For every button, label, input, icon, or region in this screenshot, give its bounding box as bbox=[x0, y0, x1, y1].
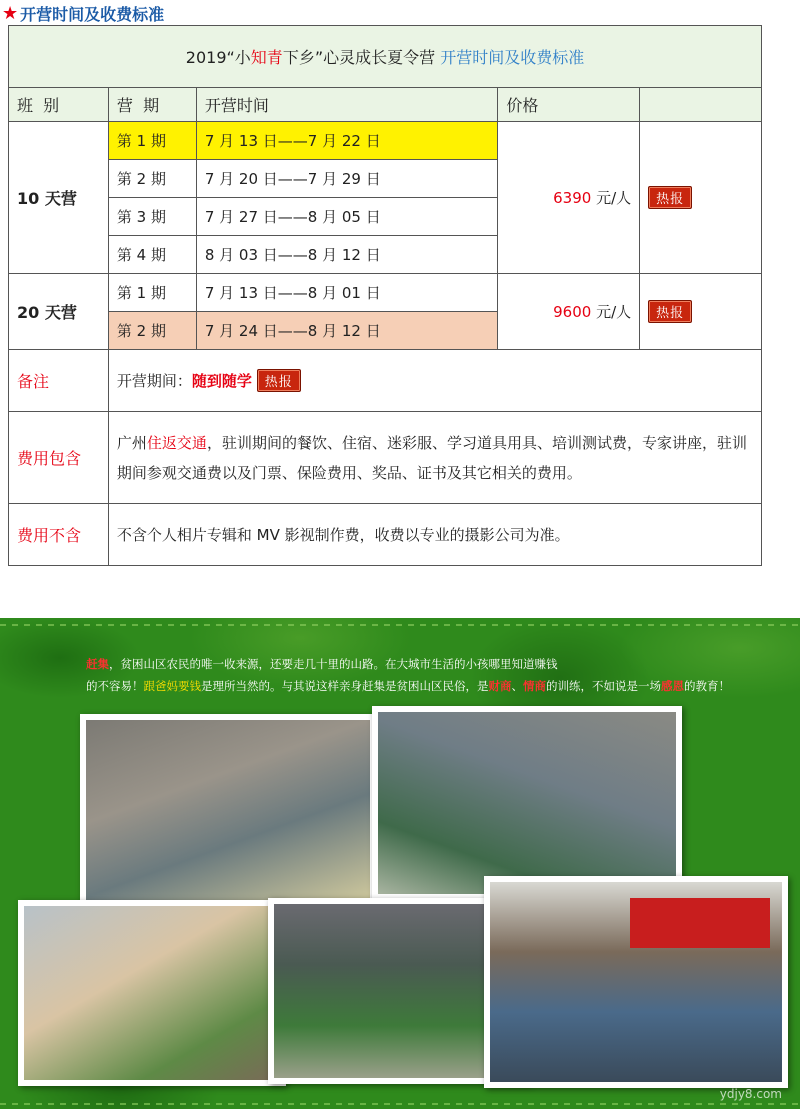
table-header-row bbox=[9, 88, 762, 122]
star-icon: ★ bbox=[2, 2, 19, 24]
notes-text: 开营期间：随到随学 热报 bbox=[108, 350, 761, 412]
caption-segment: 的不容易！ bbox=[86, 679, 144, 693]
notes-label: 备注 bbox=[9, 350, 109, 412]
session-period: 第 1 期 bbox=[108, 122, 196, 160]
fee-table bbox=[8, 25, 762, 566]
hot-badge-button[interactable]: 热报 bbox=[648, 300, 692, 323]
caption-segment: 是理所当然的。与其说这样亲身赶集是贫困山区民俗，是 bbox=[201, 679, 489, 693]
hot-cell bbox=[640, 274, 762, 350]
session-dates: 7 月 13 日——8 月 01 日 bbox=[196, 274, 497, 312]
hot-badge-button[interactable]: 热报 bbox=[257, 369, 301, 392]
caption-segment: 的教育！ bbox=[684, 679, 730, 693]
header-dates: 开营时间 bbox=[196, 88, 497, 122]
panel-divider bbox=[0, 1103, 800, 1105]
includes-text: 广州住返交通，驻训期间的餐饮、住宿、迷彩服、学习道具用具、培训测试费，专家讲座，驻训期间参观交通费以及门票、保险费用、奖品、证书及其它相关的费用。 bbox=[108, 412, 761, 504]
section-title bbox=[2, 1, 164, 25]
caption-segment: 赶集 bbox=[86, 657, 109, 671]
table-title: 2019“小知青下乡”心灵成长夏令营 开营时间及收费标准 bbox=[9, 26, 762, 88]
caption-segment: 、 bbox=[511, 679, 523, 693]
caption-segment: 跟爸妈要钱 bbox=[143, 679, 201, 693]
excludes-text: 不含个人相片专辑和 MV 影视制作费，收费以专业的摄影公司为准。 bbox=[108, 504, 761, 566]
caption-segment: 情商 bbox=[523, 679, 546, 693]
caption-line-2 bbox=[86, 678, 730, 694]
shop-sign bbox=[630, 898, 770, 948]
session-dates: 7 月 13 日——7 月 22 日 bbox=[196, 122, 497, 160]
photo-vegetable-seller bbox=[372, 706, 682, 900]
session-dates: 7 月 20 日——7 月 29 日 bbox=[196, 160, 497, 198]
header-blank bbox=[640, 88, 762, 122]
caption-segment: 财商 bbox=[488, 679, 512, 693]
watermark: ydjy8.com bbox=[719, 1087, 782, 1101]
hot-cell bbox=[640, 122, 762, 274]
photo-shop-front bbox=[484, 876, 788, 1088]
photo-market-kids bbox=[80, 714, 376, 918]
session-dates: 7 月 27 日——8 月 05 日 bbox=[196, 198, 497, 236]
camp-price: 9600 元/人 bbox=[498, 274, 640, 350]
table-row bbox=[9, 122, 762, 160]
excludes-row bbox=[9, 504, 762, 566]
session-period: 第 1 期 bbox=[108, 274, 196, 312]
includes-label: 费用包含 bbox=[9, 412, 109, 504]
panel-divider bbox=[0, 624, 800, 626]
header-class: 班 别 bbox=[9, 88, 109, 122]
caption-segment: ，贫困山区农民的唯一收来源，还要走几十里的山路。在大城市生活的小孩哪里知道赚钱 bbox=[109, 657, 558, 671]
session-period: 第 3 期 bbox=[108, 198, 196, 236]
caption-segment: 的训练，不如说是一场 bbox=[546, 679, 661, 693]
header-period: 营 期 bbox=[108, 88, 196, 122]
camp-price: 6390 元/人 bbox=[498, 122, 640, 274]
caption-line-1 bbox=[86, 656, 558, 672]
photo-street-market bbox=[18, 900, 286, 1086]
session-period: 第 2 期 bbox=[108, 160, 196, 198]
section-title-text: 开营时间及收费标准 bbox=[20, 4, 165, 24]
excludes-label: 费用不含 bbox=[9, 504, 109, 566]
includes-row bbox=[9, 412, 762, 504]
notes-row bbox=[9, 350, 762, 412]
session-dates: 8 月 03 日——8 月 12 日 bbox=[196, 236, 497, 274]
header-price: 价格 bbox=[498, 88, 640, 122]
session-period: 第 4 期 bbox=[108, 236, 196, 274]
camp-name: 20 天营 bbox=[9, 274, 109, 350]
hot-badge-button[interactable]: 热报 bbox=[648, 186, 692, 209]
caption-segment: 感恩 bbox=[661, 679, 684, 693]
camp-name: 10 天营 bbox=[9, 122, 109, 274]
table-row bbox=[9, 274, 762, 312]
session-dates: 7 月 24 日——8 月 12 日 bbox=[196, 312, 497, 350]
session-period: 第 2 期 bbox=[108, 312, 196, 350]
